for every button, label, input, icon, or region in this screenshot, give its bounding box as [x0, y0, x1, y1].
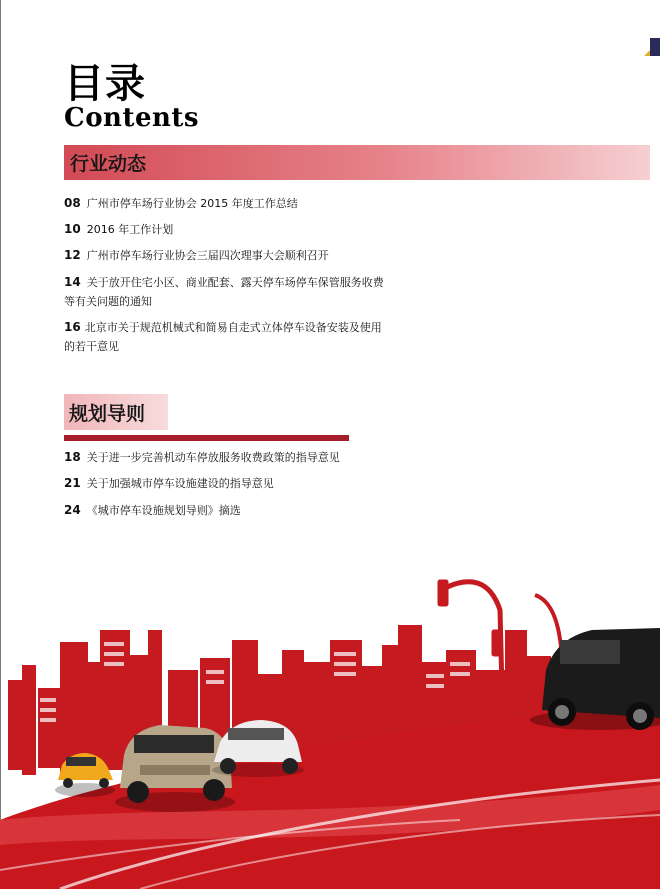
toc-page-number: 08	[64, 196, 81, 210]
toc-entry[interactable]	[64, 318, 382, 356]
toc-entry[interactable]	[64, 194, 298, 213]
toc-entry[interactable]	[64, 501, 241, 520]
section-header-industry-news	[64, 145, 650, 180]
section-heading: 行业动态	[70, 153, 147, 175]
toc-entry[interactable]	[64, 246, 329, 265]
toc-entry-title: 关于加强城市停车设施建设的指导意见	[86, 477, 274, 490]
black-suv-icon	[530, 628, 660, 730]
toc-page-number: 16	[64, 320, 81, 334]
toc-entry-title-cont: 的若干意见	[64, 340, 119, 353]
corner-tab-decoration	[650, 38, 660, 56]
toc-page-number: 18	[64, 450, 81, 464]
toc-entry[interactable]	[64, 273, 384, 311]
toc-entry-title: 广州市停车场行业协会三届四次理事大会顺利召开	[86, 249, 329, 262]
toc-entry-title: 《城市停车设施规划导则》摘选	[86, 504, 241, 517]
toc-entry-title: 北京市关于规范机械式和简易自走式立体停车设备安装及使用	[84, 321, 382, 334]
toc-entry-title: 关于进一步完善机动车停放服务收费政策的指导意见	[86, 451, 340, 464]
page-title-en: Contents	[64, 103, 200, 133]
toc-page-number: 24	[64, 503, 81, 517]
toc-entry-title-cont: 等有关问题的通知	[64, 295, 152, 308]
toc-page-number: 12	[64, 248, 81, 262]
toc-entry[interactable]	[64, 220, 173, 239]
toc-entry-title: 关于放开住宅小区、商业配套、露天停车场停车保管服务收费	[86, 276, 384, 289]
toc-page-number: 14	[64, 275, 81, 289]
toc-entry[interactable]	[64, 474, 274, 493]
toc-entry-title: 2016 年工作计划	[86, 223, 174, 236]
toc-entry[interactable]	[64, 448, 340, 467]
section-underline-bar	[64, 435, 349, 441]
city-cars-illustration	[0, 570, 660, 889]
section-heading: 规划导则	[69, 403, 146, 425]
section-header-planning-guidelines	[64, 394, 168, 430]
page-title-zh: 目录	[64, 61, 146, 107]
toc-page-number: 21	[64, 476, 81, 490]
toc-page-number: 10	[64, 222, 81, 236]
toc-entry-title: 广州市停车场行业协会 2015 年度工作总结	[86, 197, 298, 210]
